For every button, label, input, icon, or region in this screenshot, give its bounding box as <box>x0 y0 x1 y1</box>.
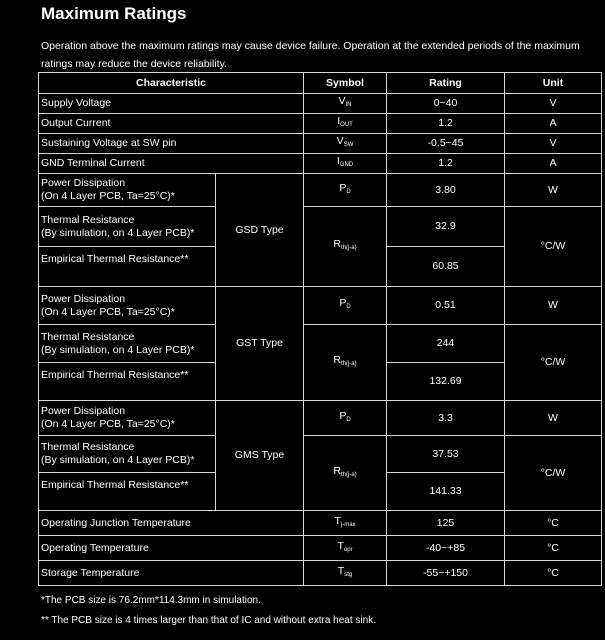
rating-cell: 37.53 <box>387 436 505 473</box>
characteristic-cell: Storage Temperature <box>39 561 304 586</box>
unit-cell: °C/W <box>505 325 602 401</box>
rating-cell: 141.33 <box>387 473 505 511</box>
symbol-cell: $I_{GND}$ <box>304 154 387 174</box>
max-ratings-table <box>38 72 602 586</box>
page-title: Maximum Ratings <box>41 4 187 23</box>
rating-cell: 3.80 <box>387 174 505 207</box>
unit-cell: °C <box>505 511 602 536</box>
table-row <box>39 114 602 134</box>
characteristic-cell: Operating Junction Temperature <box>39 511 304 536</box>
header-characteristic: Characteristic <box>39 73 304 94</box>
table-row <box>39 401 602 436</box>
unit-cell: A <box>505 154 602 174</box>
rating-cell: 244 <box>387 325 505 363</box>
header-symbol: Symbol <box>304 73 387 94</box>
header-rating: Rating <box>387 73 505 94</box>
unit-cell: °C <box>505 536 602 561</box>
table-row <box>39 561 602 586</box>
symbol-cell: $T_{opr}$ <box>304 536 387 561</box>
table-row <box>39 134 602 154</box>
symbol-cell: $T_{j-max}$ <box>304 511 387 536</box>
table-row <box>39 325 602 363</box>
empirical-resistance-cell: Empirical Thermal Resistance** <box>39 247 216 287</box>
table-row <box>39 174 602 207</box>
rating-cell: 60.85 <box>387 247 505 287</box>
table-row <box>39 287 602 325</box>
unit-cell: °C <box>505 561 602 586</box>
table-row <box>39 536 602 561</box>
table-row <box>39 207 602 247</box>
symbol-cell: $T_{stg}$ <box>304 561 387 586</box>
header-unit: Unit <box>505 73 602 94</box>
unit-cell: V <box>505 94 602 114</box>
thermal-resistance-cell: Thermal Resistance (By simulation, on 4 Layer PCB)* <box>39 325 216 363</box>
unit-cell: °C/W <box>505 436 602 511</box>
package-type-cell: GMS Type <box>216 401 304 511</box>
rating-cell: 32.9 <box>387 207 505 247</box>
rating-cell: 0~40 <box>387 94 505 114</box>
unit-cell: V <box>505 134 602 154</box>
characteristic-cell: Operating Temperature <box>39 536 304 561</box>
characteristic-cell: Supply Voltage <box>39 94 304 114</box>
symbol-cell: $R_{th(j-a)}$ <box>304 207 387 287</box>
power-dissipation-cell: Power Dissipation (On 4 Layer PCB, Ta=25°C)* <box>39 401 216 436</box>
footnote-1: *The PCB size is 76.2mm*114.3mm in simulation. <box>41 595 261 606</box>
unit-cell: A <box>505 114 602 134</box>
characteristic-cell: Output Current <box>39 114 304 134</box>
package-type-cell: GST Type <box>216 287 304 401</box>
thermal-resistance-cell: Thermal Resistance (By simulation, on 4 Layer PCB)* <box>39 436 216 473</box>
rating-cell: -40~+85 <box>387 536 505 561</box>
rating-cell: -55~+150 <box>387 561 505 586</box>
rating-cell: 125 <box>387 511 505 536</box>
thermal-resistance-cell: Thermal Resistance (By simulation, on 4 Layer PCB)* <box>39 207 216 247</box>
rating-cell: -0.5~45 <box>387 134 505 154</box>
empirical-resistance-cell: Empirical Thermal Resistance** <box>39 473 216 511</box>
unit-cell: °C/W <box>505 207 602 287</box>
symbol-cell: $V_{SW}$ <box>304 134 387 154</box>
footnote-2: ** The PCB size is 4 times larger than that of IC and without extra heat sink. <box>41 615 376 626</box>
rating-cell: 0.51 <box>387 287 505 325</box>
symbol-cell: $P_D$ <box>304 401 387 436</box>
table-row <box>39 94 602 114</box>
symbol-cell: $V_{IN}$ <box>304 94 387 114</box>
table-header-row <box>39 73 602 94</box>
unit-cell: W <box>505 174 602 207</box>
package-type-cell: GSD Type <box>216 174 304 287</box>
table-row <box>39 511 602 536</box>
characteristic-cell: Sustaining Voltage at SW pin <box>39 134 304 154</box>
rating-cell: 1.2 <box>387 154 505 174</box>
symbol-cell: $P_D$ <box>304 174 387 207</box>
unit-cell: W <box>505 401 602 436</box>
table-row <box>39 154 602 174</box>
symbol-cell: $R_{th(j-a)}$ <box>304 436 387 511</box>
empirical-resistance-cell: Empirical Thermal Resistance** <box>39 363 216 401</box>
symbol-cell: $R_{th(j-a)}$ <box>304 325 387 401</box>
rating-cell: 1.2 <box>387 114 505 134</box>
symbol-cell: $P_D$ <box>304 287 387 325</box>
rating-cell: 132.69 <box>387 363 505 401</box>
table-row <box>39 436 602 473</box>
rating-cell: 3.3 <box>387 401 505 436</box>
intro-text: Operation above the maximum ratings may cause device failure. Operation at the extended periods of the maximum ratings may reduce the device reliability. <box>41 40 580 70</box>
characteristic-cell: GND Terminal Current <box>39 154 304 174</box>
symbol-cell: $I_{OUT}$ <box>304 114 387 134</box>
power-dissipation-cell: Power Dissipation (On 4 Layer PCB, Ta=25°C)* <box>39 174 216 207</box>
unit-cell: W <box>505 287 602 325</box>
power-dissipation-cell: Power Dissipation (On 4 Layer PCB, Ta=25°C)* <box>39 287 216 325</box>
